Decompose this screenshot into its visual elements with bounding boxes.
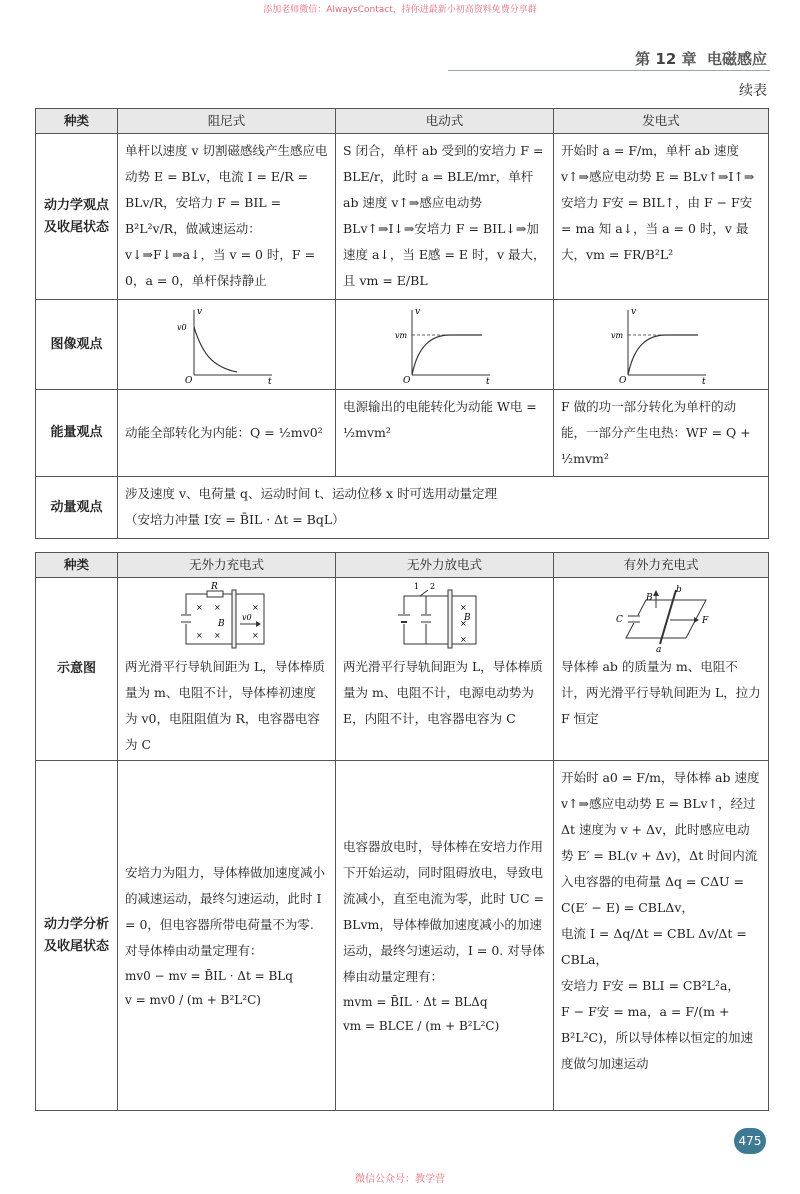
cell-momentum [118, 477, 769, 539]
momentum-line-1: 涉及速度 v、电荷量 q、运动时间 t、运动位移 x 时可选用动量定理 [125, 486, 498, 501]
graph-damping-cell [118, 300, 336, 390]
magnetic-field-marks [460, 603, 467, 644]
discharge-circuit-diagram [390, 580, 500, 654]
header-category: 种类 [36, 109, 118, 134]
field-label: B [646, 593, 653, 603]
rod-models-table [35, 108, 769, 539]
svg-text:×: × [213, 631, 221, 640]
t-axis-label: t [702, 376, 706, 385]
vm-label: vm [611, 330, 624, 340]
header-damping: 阻尼式 [118, 109, 336, 134]
header-force-charge: 有外力充电式 [554, 553, 769, 578]
cell-generator-dynamics: 开始时 a = F/m，单杆 ab 速度 v↑⇒感应电动势 E = BLv↑⇒I↑⇒安培力 F安 = BIL↑，由 F − F安 = ma 知 a↓，当 a = 0 时，v 最大，vm = FR/B²L² [554, 134, 769, 300]
analysis-3-line-1: 开始时 a0 = F/m，导体棒 ab 速度 v↑⇒感应电动势 E = BLv↑，经过 Δt 速度为 v + Δv，此时感应电动势 E′ = BL(v + Δv)，Δt 时间内流入电容器的电荷量 Δq = CΔU = C(E′ − E) = CBLΔv， [561, 770, 760, 915]
switch-position-2: 2 [429, 582, 435, 591]
diagram-1-description: 两光滑平行导轨间距为 L，导体棒质量为 m、电阻不计，导体棒初速度为 v0，电阻阻值为 R，电容器电容为 C [125, 659, 325, 752]
row-label-analysis: 动力学分析及收尾状态 [36, 761, 118, 1111]
rise-curve [412, 335, 482, 375]
table-row [36, 134, 769, 300]
chapter-suffix: 章 [681, 50, 697, 68]
cell-motor-energy: 电源输出的电能转化为动能 W电 = ½mvm² [336, 390, 554, 477]
top-watermark-note: 添加老师微信：AlwaysContact，持你进最新小初高资料免费分享群 [263, 5, 537, 15]
vm-label: vm [394, 330, 407, 340]
svg-text:×: × [459, 619, 467, 628]
table-header-row [36, 553, 769, 578]
analysis-1-equation-2: v = mv0 / (m + B²L²C) [125, 992, 261, 1007]
header-motor: 电动式 [336, 109, 554, 134]
header-no-force-discharge: 无外力放电式 [336, 553, 554, 578]
cell-diagram-3 [554, 578, 769, 761]
row-label-energy: 能量观点 [36, 390, 118, 477]
decay-curve [194, 327, 237, 372]
table-row [36, 761, 769, 1111]
chapter-number: 12 [655, 50, 677, 68]
conductor-rod [232, 590, 236, 648]
table-row [36, 578, 769, 761]
origin-label: O [619, 375, 627, 385]
conductor-rod [448, 590, 452, 648]
cell-analysis-3 [554, 761, 769, 1111]
conductor-rod [660, 590, 676, 644]
svg-text:×: × [213, 603, 221, 612]
cell-analysis-1 [118, 761, 336, 1111]
t-axis-label: t [267, 376, 272, 385]
svg-text:×: × [251, 603, 259, 612]
field-label: B [217, 619, 225, 629]
switch-position-1: 1 [413, 582, 419, 591]
cell-diagram-2 [336, 578, 554, 761]
field-arrowhead [653, 590, 659, 596]
chapter-heading [635, 48, 767, 69]
v0-label: v0 [176, 322, 187, 332]
svg-text:×: × [459, 603, 467, 612]
header-category: 种类 [36, 553, 118, 578]
analysis-2-equation-1: mvm = B̄IL · Δt = BLΔq [343, 994, 488, 1009]
velocity-arrowhead [256, 621, 261, 627]
v-axis-label: v [196, 306, 202, 317]
v-axis-label: v [414, 306, 420, 317]
capacitor-models-table [35, 552, 769, 1111]
svg-text:×: × [195, 603, 203, 612]
cell-analysis-2 [336, 761, 554, 1111]
decay-graph [172, 305, 282, 385]
row-label-diagram: 示意图 [36, 578, 118, 761]
graph-generator-cell [554, 300, 769, 390]
saturation-graph [390, 305, 500, 385]
rod-end-a-label: a [656, 645, 662, 654]
diagram-3-description: 导体棒 ab 的质量为 m、电阻不计，两光滑平行导轨间距为 L，拉力 F 恒定 [561, 659, 761, 726]
switch-blade [420, 590, 428, 596]
analysis-3-line-3: 安培力 F安 = BLI = CB²L²a， [561, 978, 740, 993]
forced-charge-diagram [606, 580, 716, 654]
cell-generator-energy: F 做的功一部分转化为单杆的动能，一部分产生电热：WF = Q + ½mvm² [554, 390, 769, 477]
saturation-graph [606, 305, 716, 385]
header-no-force-charge: 无外力充电式 [118, 553, 336, 578]
table-row [36, 300, 769, 390]
cell-motor-dynamics: S 闭合，单杆 ab 受到的安培力 F = BLE/r，此时 a = BLE/mr，单杆 ab 速度 v↑⇒感应电动势 BLv↑⇒I↓⇒安培力 F = BIL↓⇒加速度 a↓，当 E感 = E 时，v 最大，且 vm = E/BL [336, 134, 554, 300]
origin-label: O [402, 375, 410, 385]
v-axis-label: v [631, 306, 637, 317]
svg-text:×: × [459, 635, 467, 644]
page-number-badge: 475 [734, 1128, 766, 1154]
table-row [36, 390, 769, 477]
analysis-2-text: 电容器放电时，导体棒在安培力作用下开始运动，同时阻碍放电，导致电流减小，直至电流为零，此时 UC = BLvm，导体棒做加速度减小的加速运动，最终匀速运动，I = 0. 对导体棒由动量定理有： [343, 838, 545, 984]
chapter-title: 电磁感应 [706, 50, 767, 68]
row-label-dynamics: 动力学观点及收尾状态 [36, 134, 118, 300]
diagram-2-description: 两光滑平行导轨间距为 L，导体棒质量为 m、电阻不计，电源电动势为 E，内阻不计，电容器电容为 C [343, 659, 543, 726]
row-label-graph: 图像观点 [36, 300, 118, 390]
v0-label: v0 [241, 613, 252, 622]
charge-circuit-diagram [172, 580, 282, 654]
origin-label: O [184, 375, 192, 385]
continued-label: 续表 [739, 83, 767, 99]
cell-damping-energy: 动能全部转化为内能：Q = ½mv0² [118, 390, 336, 477]
cell-damping-dynamics: 单杆以速度 v 切割磁感线产生感应电动势 E = BLv，电流 I = E/R = BLv/R，安培力 F = BIL = B²L²v/R，做减速运动：v↓⇒F↓⇒a↓，当 v = 0 时，F = 0，a = 0，单杆保持静止 [118, 134, 336, 300]
analysis-2-equation-2: vm = BLCE / (m + B²L²C) [343, 1018, 500, 1033]
row-label-momentum: 动量观点 [36, 477, 118, 539]
table-row [36, 477, 769, 539]
header-generator: 发电式 [554, 109, 769, 134]
t-axis-label: t [485, 376, 490, 385]
graph-motor-cell [336, 300, 554, 390]
svg-text:×: × [251, 631, 259, 640]
resistor-label: R [210, 582, 218, 592]
force-label: F [702, 616, 709, 626]
chapter-prefix: 第 [635, 50, 651, 68]
svg-text:×: × [195, 631, 203, 640]
analysis-3-line-2: 电流 I = Δq/Δt = CBL Δv/Δt = CBLa， [561, 926, 747, 967]
analysis-3-line-4: F − F安 = ma，a = F/(m + B²L²C)，所以导体棒以恒定的加速度做匀加速运动 [561, 1004, 753, 1071]
footer-note: 微信公众号：教学营 [355, 1174, 445, 1185]
momentum-line-2: （安培力冲量 I安 = B̄IL · Δt = BqL） [125, 512, 345, 527]
field-label: B [463, 613, 471, 623]
capacitor-label: C [616, 615, 623, 625]
analysis-1-text: 安培力为阻力，导体棒做加速度减小的减速运动，最终匀速运动，此时 I = 0，但电容器所带电荷量不为零. 对导体棒由动量定理有： [125, 864, 326, 958]
rod-end-b-label: b [676, 585, 682, 595]
analysis-1-equation-1: mv0 − mv = B̄IL · Δt = BLq [125, 968, 293, 983]
header-rule [448, 70, 770, 71]
rise-curve [628, 335, 698, 375]
cell-diagram-1 [118, 578, 336, 761]
table-header-row [36, 109, 769, 134]
